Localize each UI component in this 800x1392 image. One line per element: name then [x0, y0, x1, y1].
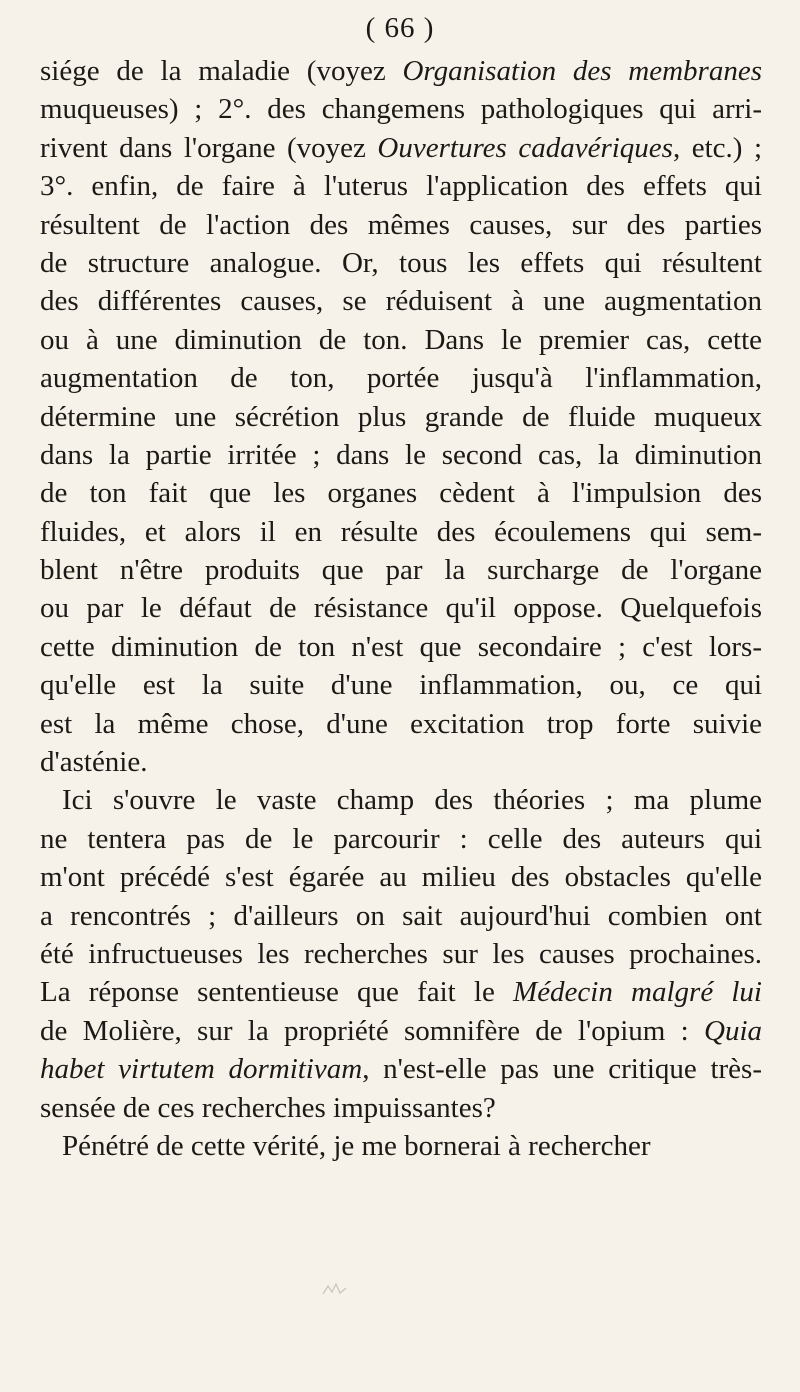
italic-quote: habet virtutem dormitivam — [40, 1053, 363, 1086]
text-line: a rencontrés ; d'ailleurs on sait aujourd'hui combien ont — [40, 899, 762, 932]
text-line: muqueuses) ; 2°. des changemens pathologiques qui arri- — [40, 93, 762, 126]
text-line: ne tentera pas de le parcourir : celle des auteurs qui — [40, 822, 762, 855]
text-line: Pénétré de cette vérité, je me bornerai à rechercher — [62, 1129, 651, 1162]
text-line: Ici s'ouvre le vaste champ des théories ; ma plume — [62, 784, 762, 817]
italic-title: Médecin malgré lui — [513, 976, 762, 1009]
text-line: de Molière, sur la propriété somnifère de l'opium : Quia — [40, 1014, 762, 1047]
text-line: dans la partie irritée ; dans le second cas, la diminution — [40, 438, 762, 471]
text-line: résultent de l'action des mêmes causes, sur des parties — [40, 208, 762, 241]
text-line: blent n'être produits que par la surcharge de l'organe — [40, 554, 762, 587]
text-line: habet virtutem dormitivam, n'est-elle pas une critique très- — [40, 1053, 762, 1086]
text-line: détermine une sécrétion plus grande de fluide muqueux — [40, 400, 762, 433]
text-line: qu'elle est la suite d'une inflammation, ou, ce qui — [40, 669, 762, 702]
text-line: ou à une diminution de ton. Dans le premier cas, cette — [40, 323, 762, 356]
text-line: de ton fait que les organes cèdent à l'impulsion des — [40, 477, 762, 510]
body-text — [40, 52, 762, 1165]
text-line: 3°. enfin, de faire à l'uterus l'application des effets qui — [40, 170, 762, 203]
text-line: rivent dans l'organe (voyez Ouvertures cadavériques, etc.) ; — [40, 131, 762, 164]
text-line: de structure analogue. Or, tous les effets qui résultent — [40, 246, 762, 279]
text-line: est la même chose, d'une excitation trop forte suivie — [40, 707, 762, 740]
italic-title: Ouvertures cadavériques — [377, 131, 673, 164]
text-line: m'ont précédé s'est égarée au milieu des obstacles qu'elle — [40, 861, 762, 894]
text-line: des différentes causes, se réduisent à une augmentation — [40, 285, 762, 318]
text-line: siége de la maladie (voyez Organisation des membranes — [40, 55, 762, 87]
text-line: La réponse sententieuse que fait le Médecin malgré lui — [40, 976, 762, 1009]
text-line: augmentation de ton, portée jusqu'à l'inflammation, — [40, 362, 762, 395]
text-line: cette diminution de ton n'est que secondaire ; c'est lors- — [40, 630, 762, 663]
page-number: ( 66 ) — [365, 12, 435, 44]
text-line: sensée de ces recherches impuissantes? — [40, 1091, 496, 1124]
text-line: d'asténie. — [40, 746, 148, 779]
ink-mark — [322, 1280, 348, 1298]
italic-title: Organisation des membranes — [402, 55, 762, 87]
text-line: fluides, et alors il en résulte des écoulemens qui sem- — [40, 515, 762, 548]
italic-quote: Quia — [704, 1014, 762, 1047]
text-line: été infructueuses les recherches sur les causes prochaines. — [40, 937, 762, 970]
text-line: ou par le défaut de résistance qu'il oppose. Quelquefois — [40, 592, 762, 625]
